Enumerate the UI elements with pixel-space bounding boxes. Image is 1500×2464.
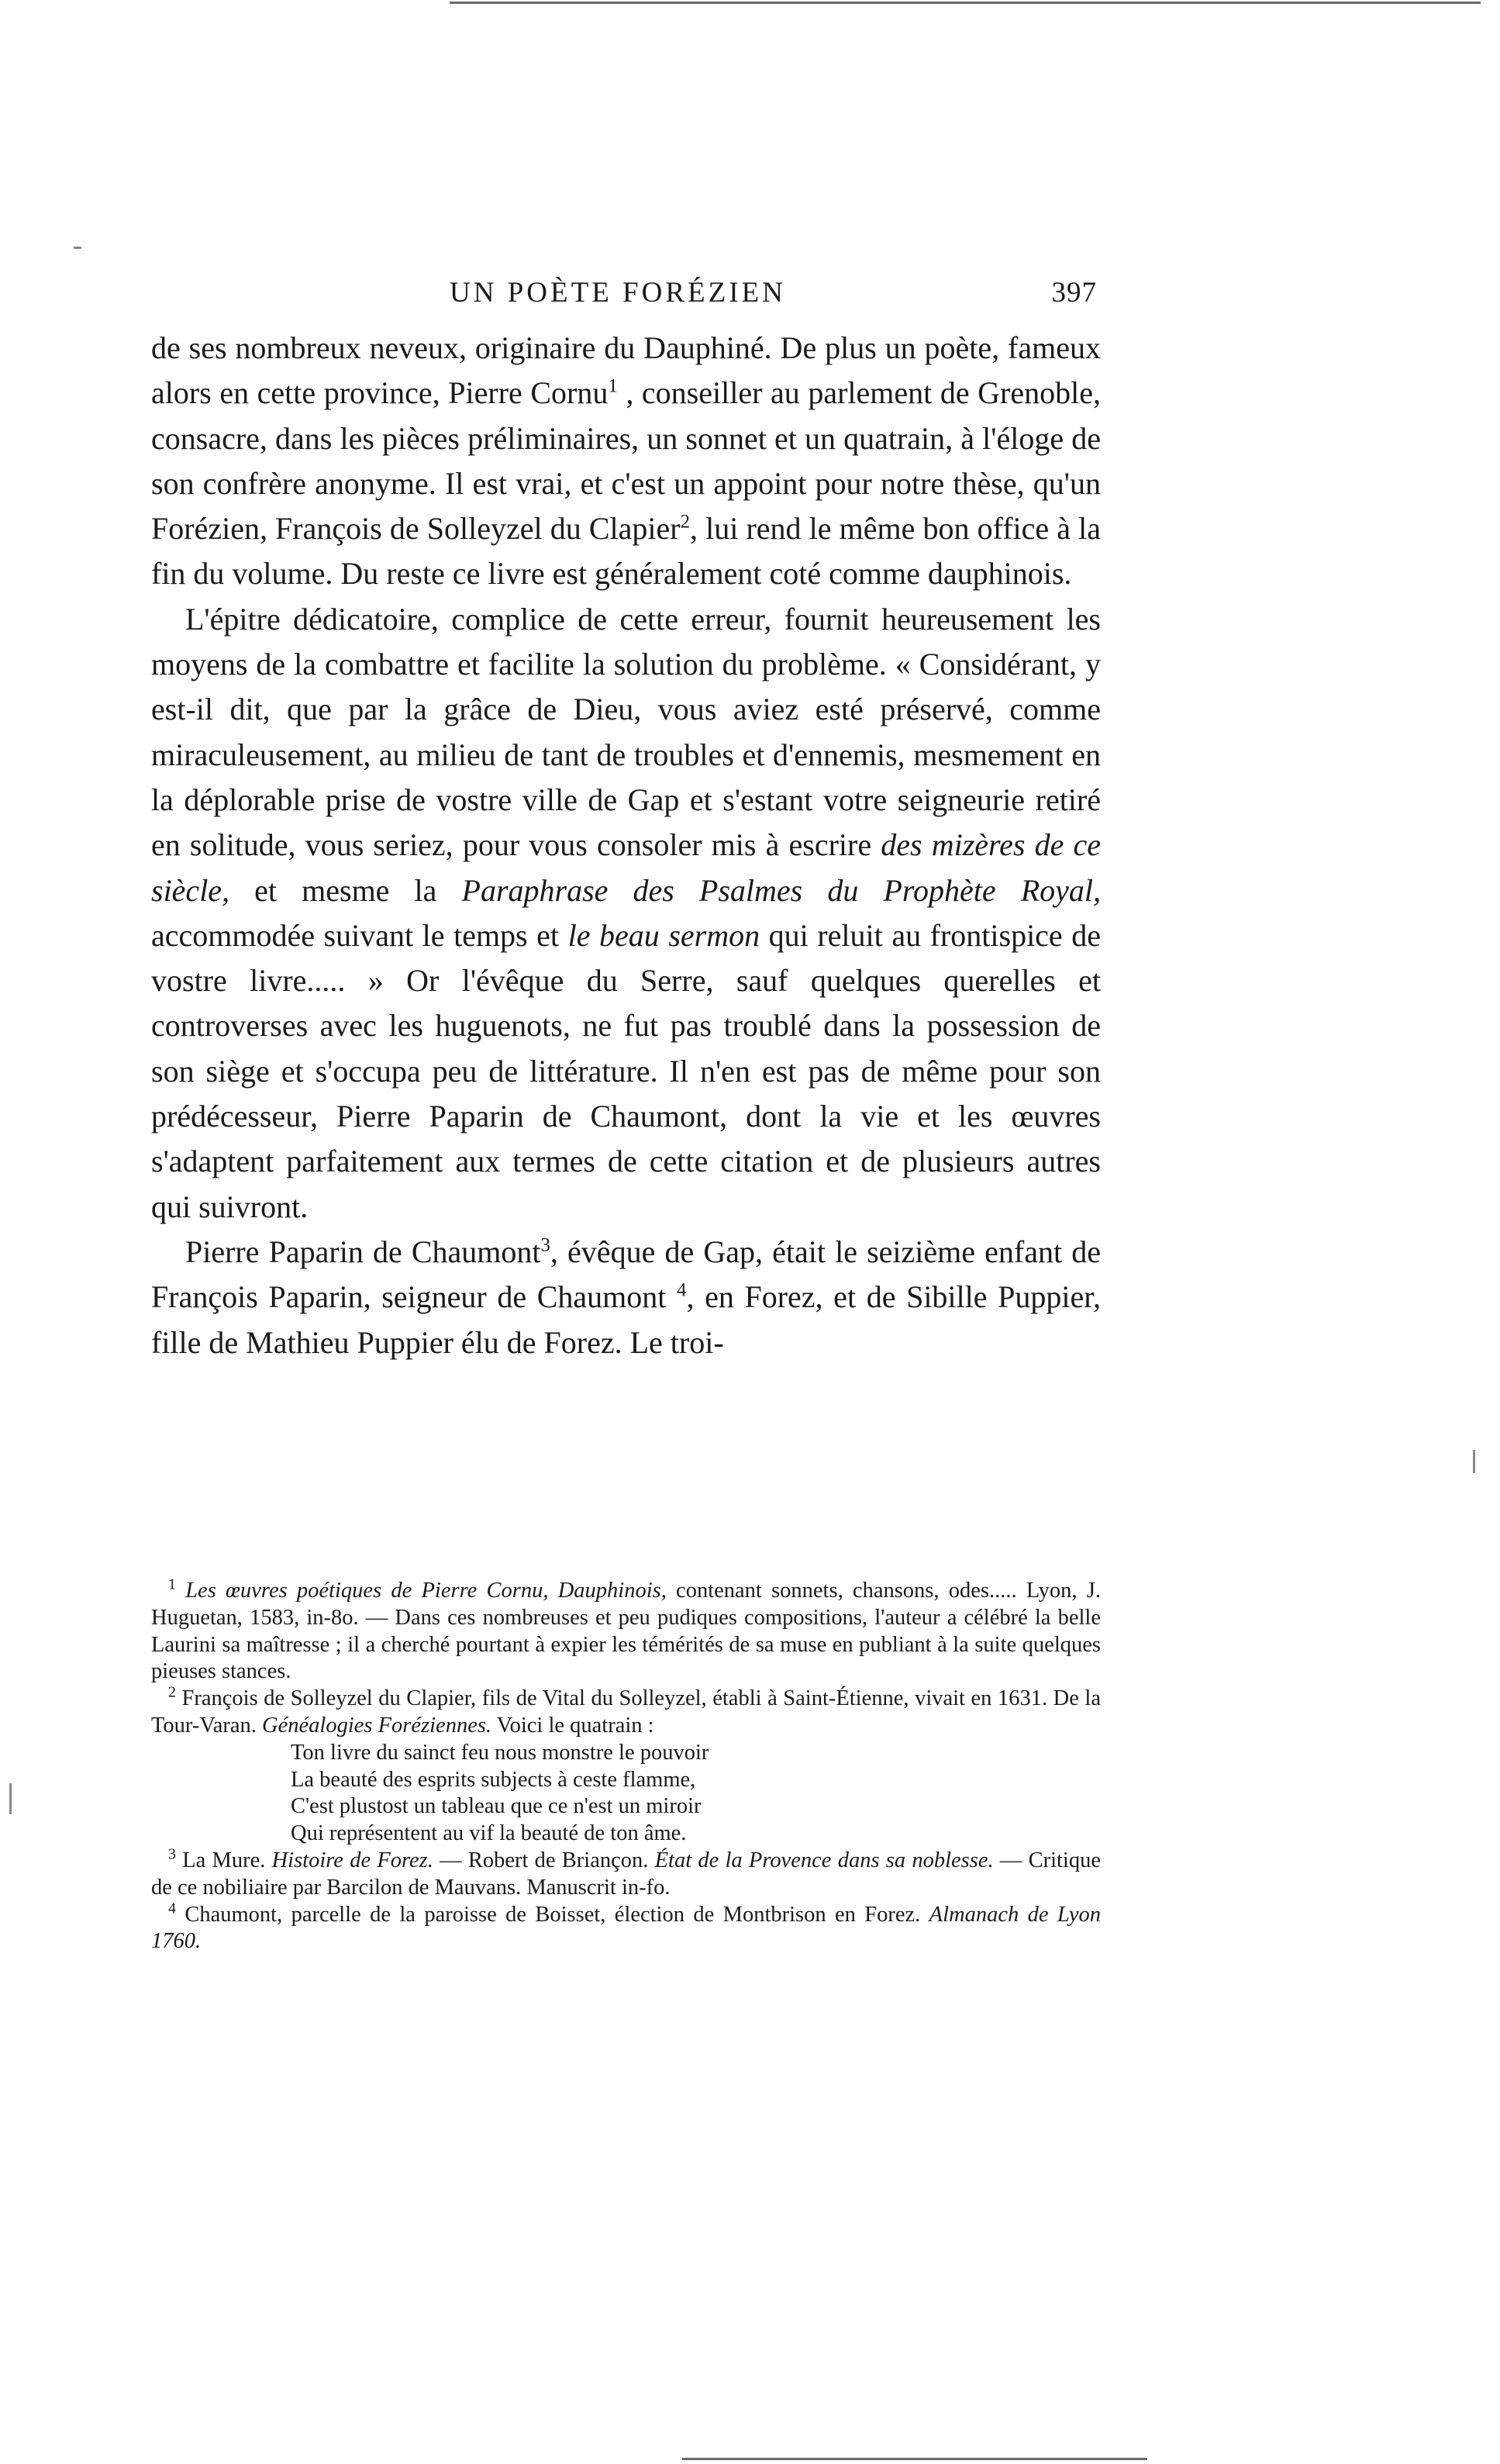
footnote-ref: 3: [540, 1234, 550, 1256]
footnote-4: $^4$ Chaumont, parcelle de la paroisse de Boisset, élection de Montbrison en Forez. Almanach de Lyon 1760.: [151, 1900, 1102, 1954]
margin-mark: [9, 1783, 12, 1814]
paragraph: Pierre Paparin de Chaumont$^3$, évêque de Gap, était le seizième enfant de François Paparin, seigneur de Chaumont $^4$, en Forez, et de Sibille Puppier, fille de Mathieu Puppier élu de Forez. Le troi-: [151, 1234, 1101, 1360]
paragraph: de ses nombreux neveux, originaire du Dauphiné. De plus un poète, fameux alors en cette province, Pierre Cornu$^1$ , conseiller au parlement de Grenoble, consacre, dans les pièces préliminaires, un sonnet et un quatrain, à l'éloge de son confrère anonyme. Il est vrai, et c'est un appoint pour notre thèse, qu'un Forézien, François de Solleyzel du Clapier$^2$, lui rend le même bon office à la fin du volume. Du reste ce livre est généralement coté comme dauphinois.: [151, 330, 1102, 592]
footnote-2: $^2$ François de Solleyzel du Clapier, fils de Vital du Solleyzel, établi à Saint-Étienne, vivait en 1631. De la Tour-Varan. Généalogies Foréziennes. Voici le quatrain :: [151, 1683, 1101, 1738]
verse-line: C'est plustost un tableau que ce n'est un miroir: [291, 1794, 702, 1819]
running-header: [151, 276, 1097, 323]
footnote-3: $^3$ La Mure. Histoire de Forez. — Robert de Briançon. État de la Provence dans sa noblesse. — Critique de ce nobiliaire par Barcilon de Mauvans. Manuscrit in-fo.: [151, 1845, 1102, 1900]
verse-line: La beauté des esprits subjects à ceste flamme,: [291, 1767, 696, 1792]
main-text: [151, 326, 1101, 1365]
footnote-ref: 1: [608, 375, 618, 397]
footnote-1: $^1$ Les œuvres poétiques de Pierre Cornu, Dauphinois, contenant sonnets, chansons, odes..... Lyon, J. Huguetan, 1583, in-8o. — Dans ces nombreuses et peu pudiques compositions, l'auteur a célébré la belle Laurini sa maîtresse ; il a cherché pourtant à expier les témérités de sa muse en publiant à la suite quelques pieuses stances.: [151, 1575, 1102, 1684]
paragraph: L'épitre dédicatoire, complice de cette erreur, fournit heureusement les moyens de la combattre et facilite la solution du problème. « Considérant, y est-il dit, que par la grâce de Dieu, vous aviez esté préservé, comme miraculeusement, au milieu de tant de troubles et d'ennemis, mesmement en la déplorable prise de vostre ville de Gap et s'estant votre seigneurie retiré en solitude, vous seriez, pour vous consoler mis à escrire des mizères de ce siècle, et mesme la Paraphrase des Psalmes du Prophète Royal, accommodée suivant le temps et le beau sermon qui reluit au frontispice de vostre livre..... » Or l'évêque du Serre, sauf quelques querelles et controverses avec les huguenots, ne fut pas troublé dans la possession de son siège et s'occupa peu de littérature. Il n'en est pas de même pour son prédécesseur, Pierre Paparin de Chaumont, dont la vie et les œuvres s'adaptent parfaitement aux termes de cette citation et de plusieurs autres qui suivront.: [151, 601, 1101, 1224]
page-number: 397: [1051, 277, 1097, 309]
footnote-ref: 4: [677, 1279, 687, 1301]
margin-mark: [1473, 1450, 1475, 1473]
margin-mark: [74, 247, 81, 249]
verse-line: Qui représentent au vif la beauté de ton âme.: [291, 1821, 687, 1846]
quatrain: [291, 1740, 1101, 1848]
running-title: UN POÈTE FORÉZIEN: [450, 277, 786, 309]
top-scan-rule: [450, 2, 1481, 4]
footnote-ref: 2: [680, 511, 691, 533]
footnotes: [151, 1575, 1102, 1955]
verse-line: Ton livre du sainct feu nous monstre le pouvoir: [291, 1740, 709, 1765]
bottom-scan-rule: [682, 2458, 1147, 2460]
